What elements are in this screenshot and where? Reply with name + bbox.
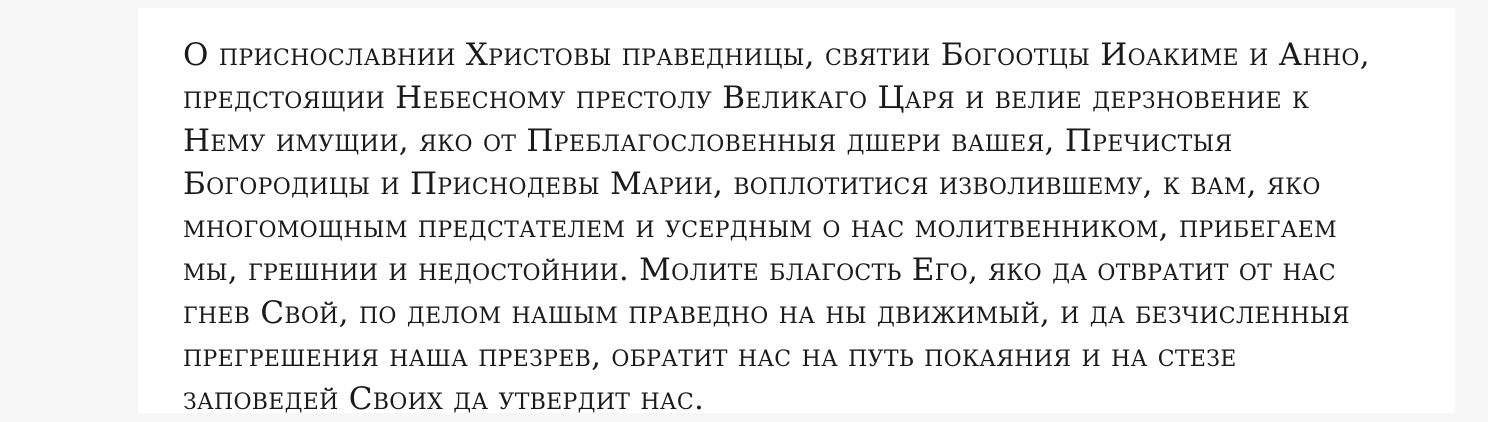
- prayer-line: О приснославнии Христовы праведницы, святии Богоотцы Иоакиме и Анно,: [183, 37, 1370, 73]
- prayer-line: Богородицы и Приснодевы Марии, воплотитися изволившему, к вам, яко: [183, 166, 1321, 202]
- prayer-text: [138, 8, 1455, 422]
- prayer-line: предстоящии Небесному престолу Великаго Царя и велие дерзновение к: [183, 80, 1310, 116]
- prayer-line: прегрешения наша презрев, обратит нас на путь покаяния и на стезе: [183, 338, 1237, 374]
- prayer-line: многомощным предстателем и усердным о нас молитвенником, прибегаем: [183, 209, 1337, 245]
- prayer-line: гнев Свой, по делом нашым праведно на ны движимый, и да безчисленныя: [183, 295, 1350, 331]
- prayer-line: мы, грешнии и недостойнии. Молите благость Его, яко да отвратит от нас: [183, 252, 1336, 288]
- prayer-card: [138, 8, 1455, 417]
- prayer-line: заповедей Своих да утвердит нас.: [183, 381, 705, 417]
- prayer-line: Нему имущии, яко от Преблагословенныя дшери вашея, Пречистыя: [183, 123, 1233, 159]
